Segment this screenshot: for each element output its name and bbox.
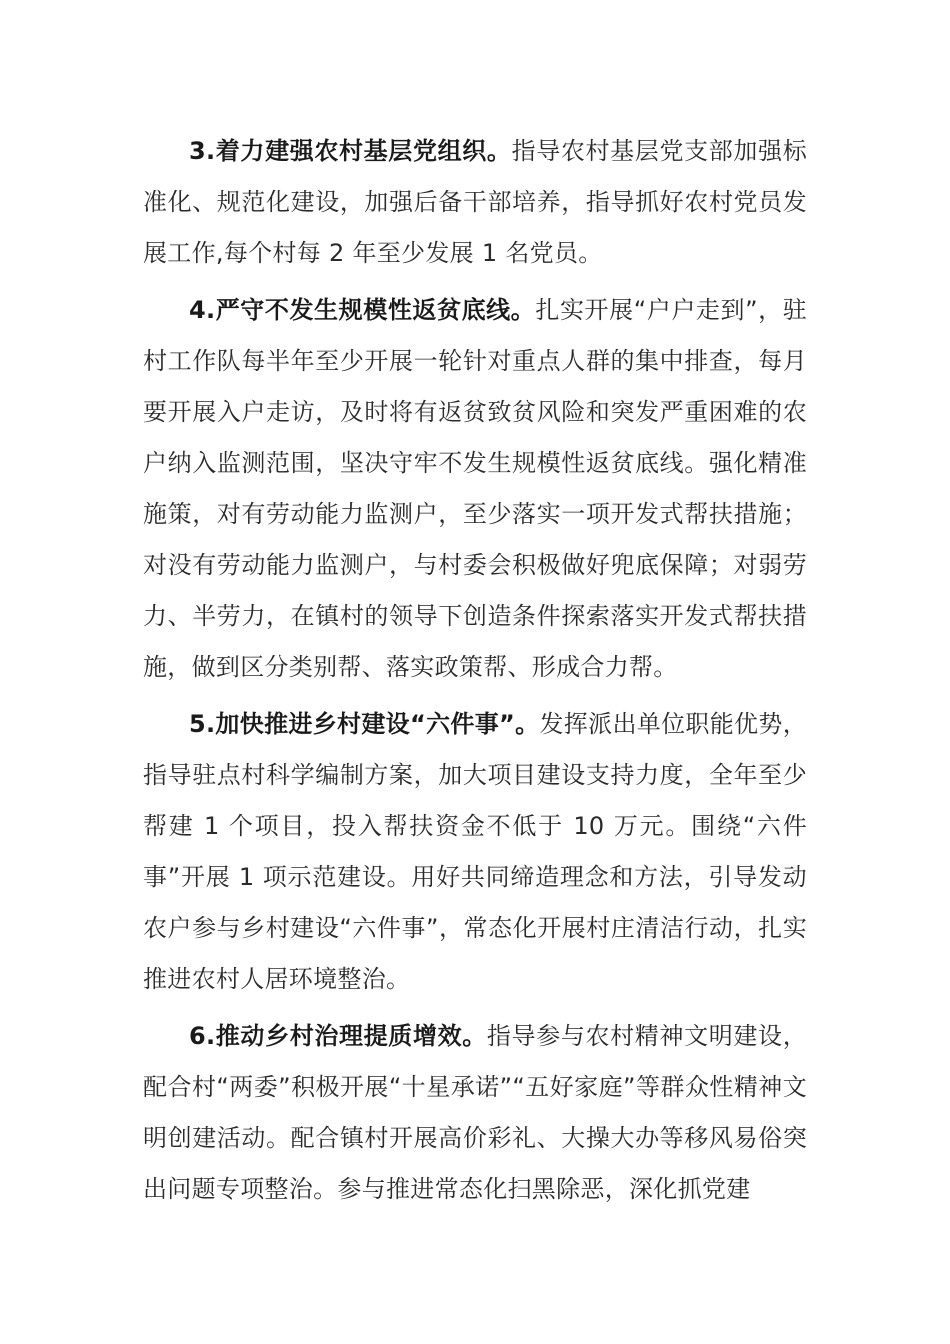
paragraph-4-heading: 4.严守不发生规模性返贫底线。 — [189, 296, 536, 324]
paragraph-3-body: 指导农村基层党支部加强标准化、规范化建设，加强后备干部培养，指导抓好农村党员发展工作,每个村每 2 年至少发展 1 名党员。 — [143, 137, 808, 267]
paragraph-5-heading: 5.加快推进乡村建设“六件事”。 — [189, 710, 540, 738]
paragraph-6-body: 指导参与农村精神文明建设，配合村“两委”积极开展“十星承诺”“五好家庭”等群众性精神文明创建活动。配合镇村开展高价彩礼、大操大办等移风易俗突出问题专项整治。参与推进常态化扫黑除恶，深化抓党建 — [143, 1022, 807, 1203]
paragraph-3 — [143, 126, 807, 279]
paragraph-4 — [143, 285, 807, 693]
paragraph-4-body: 扎实开展“户户走到”，驻村工作队每半年至少开展一轮针对重点人群的集中排查，每月要开展入户走访，及时将有返贫致贫风险和突发严重困难的农户纳入监测范围，坚决守牢不发生规模性返贫底线。强化精准施策，对有劳动能力监测户，至少落实一项开发式帮扶措施；对没有劳动能力监测户，与村委会积极做好兜底保障；对弱劳力、半劳力，在镇村的领导下创造条件探索落实开发式帮扶措施，做到区分类别帮、落实政策帮、形成合力帮。 — [143, 296, 807, 681]
paragraph-3-heading: 3.着力建强农村基层党组织。 — [189, 137, 512, 165]
paragraph-6-heading: 6.推动乡村治理提质增效。 — [189, 1022, 487, 1050]
document-page — [143, 126, 807, 1215]
paragraph-5 — [143, 699, 807, 1005]
paragraph-6 — [143, 1011, 807, 1215]
paragraph-5-body: 发挥派出单位职能优势，指导驻点村科学编制方案，加大项目建设支持力度，全年至少帮建 1 个项目，投入帮扶资金不低于 10 万元。围绕“六件事”开展 1 项示范建设。用好共同缔造理念和方法，引导发动农户参与乡村建设“六件事”，常态化开展村庄清洁行动，扎实推进农村人居环境整治。 — [143, 710, 807, 993]
